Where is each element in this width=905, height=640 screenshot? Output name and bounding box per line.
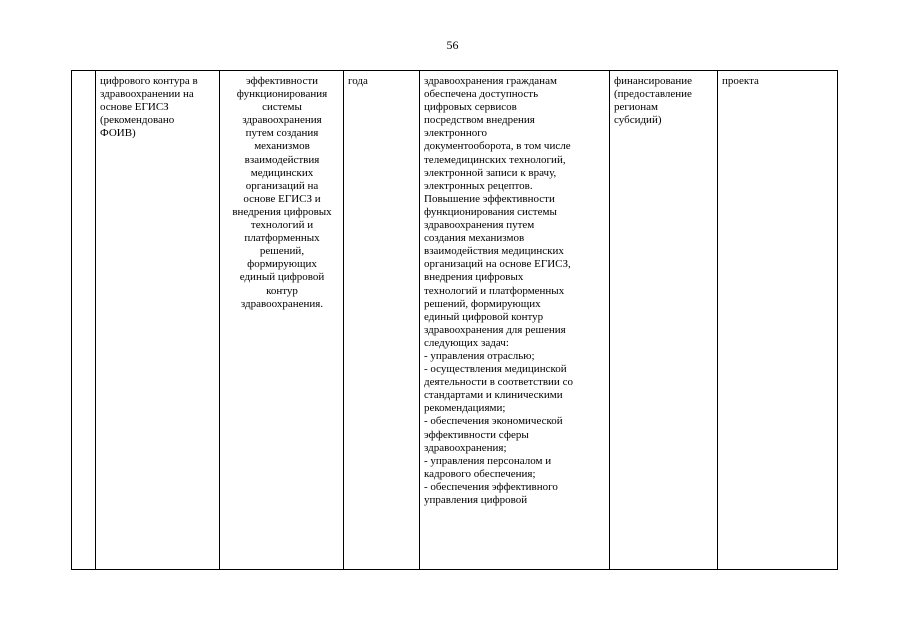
- table-cell-project: [718, 71, 838, 570]
- cell-text-financing: финансирование (предоставление регионам субсидий): [614, 75, 693, 127]
- table-cell-result: [420, 71, 610, 570]
- table-cell-term: [344, 71, 420, 570]
- cell-text-result: здравоохранения гражданам обеспечена доступность цифровых сервисов посредством внедрения электронного документооборота, в том числе телемедицинских технологий, электронной записи к врачу, электронных рецептов. Повышение эффективности функционирования системы здравоохранения путем создания механизмов взаимодействия медицинских организаций на основе ЕГИСЗ, внедрения цифровых технологий и платформенных решений, формирующих единый цифровой контур здравоохранения для решения следующих задач: - управления отраслью; - осуществления медицинской деятельности в соответствии со стандартами и клиническими рекомендациями; - обеспечения экономической эффективности сферы здравоохранения; - управления персоналом и кадрового обеспечения; - обеспечения эффективного управления цифровой: [424, 75, 573, 506]
- cell-text-project: проекта: [722, 75, 759, 87]
- document-table: [71, 70, 838, 570]
- table-row: [72, 71, 838, 570]
- table-cell-name: [96, 71, 220, 570]
- cell-text-name: цифрового контура в здравоохранении на основе ЕГИСЗ (рекомендовано ФОИВ): [100, 75, 198, 140]
- table-cell-number: [72, 71, 96, 570]
- table-cell-financing: [610, 71, 718, 570]
- cell-text-goal: эффективности функционирования системы здравоохранения путем создания механизмов взаимодействия медицинских организаций на основе ЕГИСЗ и внедрения цифровых технологий и платформенных решений, формирующих единый цифровой контур здравоохранения.: [232, 75, 332, 310]
- page-number: 56: [446, 38, 459, 52]
- table-cell-goal: [220, 71, 344, 570]
- cell-text-term: года: [348, 75, 368, 87]
